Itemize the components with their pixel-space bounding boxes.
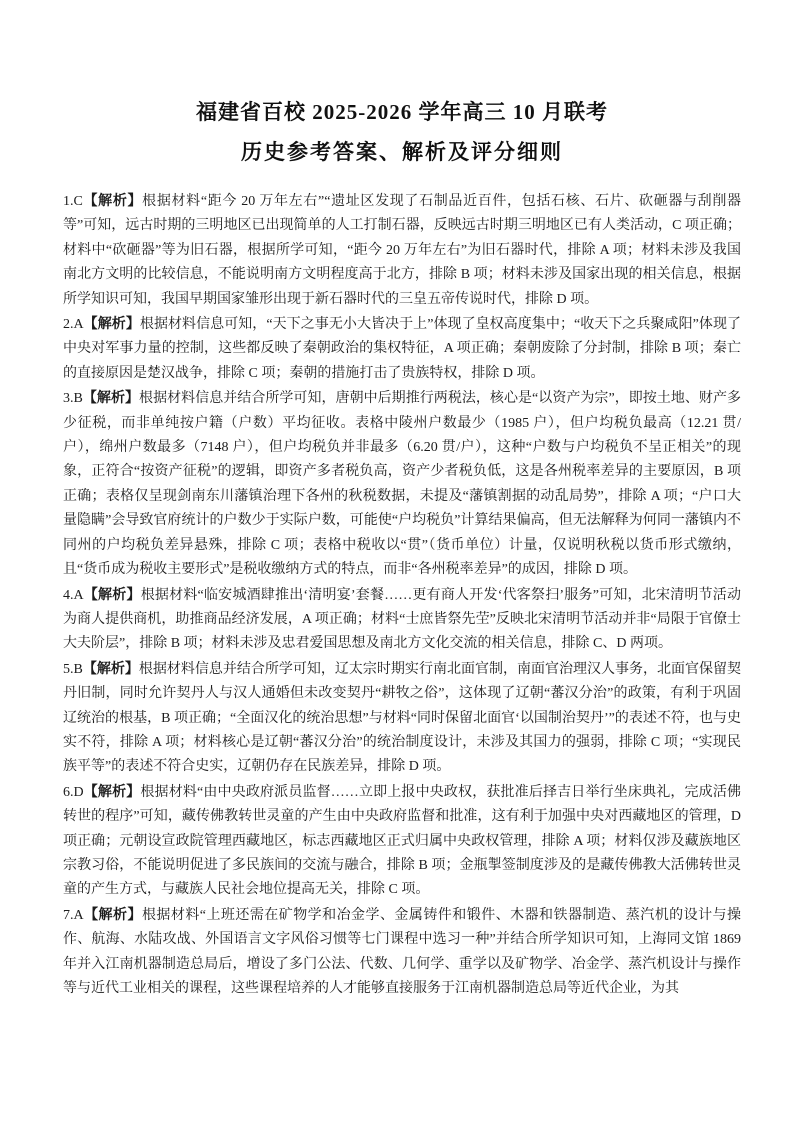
answer-item-2 xyxy=(63,313,741,386)
answer-number: 2.A xyxy=(63,317,84,333)
title-block xyxy=(63,92,741,172)
analysis-label: 【解析】 xyxy=(82,194,143,209)
analysis-text: 根据材料信息并结合所学可知，唐朝中后期推行两税法，核心是“以资产为宗”，即按土地、财产多少征税，而非单纯按户籍（户数）平均征收。表格中陵州户数最少（1985 户），但户均税负最高（12.21 贯/户），绵州户数最多（7148 户），但户均税负并非最多（6.20 贯/户），这种“户数与户均税负不呈正相关”的现象，正符合“按资产征税”的逻辑，即资产多者税负高，资产少者税负低，这是各州税率差异的主要原因，B 项正确；表格仅呈现剑南东川藩镇治理下各州的秋税数据，未提及“藩镇割据的动乱局势”，排除 A 项；“户口大量隐瞒”会导致官府统计的户数少于实际户数，可能使“户均税负”计算结果偏高，但无法解释为何同一藩镇内不同州的户均税负差异悬殊，排除 C 项；表格中税收以“贯”（货币单位）计量，仅说明秋税以货币形式缴纳，且“货币成为税收主要形式”是税收缴纳方式的特点，而非“各州税率差异”的成因，排除 D 项。 xyxy=(63,391,741,578)
analysis-label: 【解析】 xyxy=(82,391,140,407)
answer-item-7 xyxy=(63,904,741,1002)
analysis-text: 根据材料信息可知，“天下之事无小大皆决于上”体现了皇权高度集中；“收天下之兵聚咸阳”体现了中央对军事力量的控制，这些都反映了秦朝政治的集权特征，A 项正确；秦朝废除了分封制，排除 B 项；秦亡的直接原因是楚汉战争，排除 C 项；秦朝的措施打击了贵族特权，排除 D 项。 xyxy=(63,317,741,381)
analysis-label: 【解析】 xyxy=(82,661,139,677)
analysis-label: 【解析】 xyxy=(83,317,140,333)
answer-number: 3.B xyxy=(63,391,83,407)
answer-number: 7.A xyxy=(63,907,84,923)
answer-item-4 xyxy=(63,584,741,657)
analysis-text: 根据材料“距今 20 万年左右”“遗址区发现了石制品近百件，包括石核、石片、砍砸器与刮削器等”可知，远古时期的三明地区已出现简单的人工打制石器，反映远古时期三明地区已有人类活动，C 项正确；材料中“砍砸器”等为旧石器，根据所学可知，“距今 20 万年左右”为旧石器时代，排除 A 项；材料未涉及我国南北方文明的比较信息，不能说明南方文明程度高于北方，排除 B 项；材料未涉及国家出现的相关信息，根据所学知识可知，我国早期国家雏形出现于新石器时代的三皇五帝传说时代，排除 D 项。 xyxy=(63,194,742,307)
analysis-label: 【解析】 xyxy=(83,784,141,800)
analysis-text: 根据材料“由中央政府派员监督……立即上报中央政权，获批准后择吉日举行坐床典礼，完成活佛转世的程序”可知，藏传佛教转世灵童的产生由中央政府监督和批准，这有利于加强中央对西藏地区的管理，D 项正确；元朝设宣政院管理西藏地区，标志西藏地区正式归属中央政权管理，排除 A 项；材料仅涉及藏族地区宗教习俗，不能说明促进了多民族间的交流与融合，排除 B 项；金瓶掣签制度涉及的是藏传佛教大活佛转世灵童的产生方式，与藏族人民社会地位提高无关，排除 C 项。 xyxy=(63,784,741,898)
analysis-text: 根据材料信息并结合所学可知，辽太宗时期实行南北面官制，南面官治理汉人事务，北面官保留契丹旧制，同时允许契丹人与汉人通婚但未改变契丹“耕牧之俗”，这体现了辽朝“蕃汉分治”的政策，有利于巩固辽统治的根基，B 项正确；“全面汉化的统治思想”与材料“同时保留北面官‘以国制治契丹’”的表述不符，也与史实不符，排除 A 项；材料核心是辽朝“蕃汉分治”的统治制度设计，未涉及其国力的强弱，排除 C 项；“实现民族平等”的表述不符合史实，辽朝仍存在民族差异，排除 D 项。 xyxy=(63,661,742,775)
answer-item-3 xyxy=(63,387,741,582)
answer-number: 1.C xyxy=(63,194,83,209)
answer-item-6 xyxy=(63,781,741,903)
document-title: 福建省百校 2025-2026 学年高三 10 月联考 xyxy=(196,100,608,124)
document-subtitle: 历史参考答案、解析及评分细则 xyxy=(241,140,563,164)
answer-number: 5.B xyxy=(63,661,83,677)
answer-number: 4.A xyxy=(63,587,84,603)
answer-item-1 xyxy=(63,190,741,312)
answer-item-5 xyxy=(63,658,741,780)
analysis-label: 【解析】 xyxy=(83,587,141,603)
analysis-label: 【解析】 xyxy=(83,907,142,923)
answers-section xyxy=(63,190,741,1001)
analysis-text: 根据材料“上班还需在矿物学和冶金学、金属铸件和锻件、木器和铁器制造、蒸汽机的设计与操作、航海、水陆攻战、外国语言文字风俗习惯等七门课程中选习一种”并结合所学知识可知，上海同文馆 1869 年并入江南机器制造总局后，增设了多门公法、代数、几何学、重学以及矿物学、冶金学、蒸汽机设计与操作等与近代工业相关的课程，这些课程培养的人才能够直接服务于江南机器制造总局等近代企业，为其 xyxy=(63,907,742,996)
analysis-text: 根据材料“临安城酒肆推出‘清明宴’套餐……更有商人开发‘代客祭扫’服务”可知，北宋清明节活动为商人提供商机，助推商品经济发展，A 项正确；材料“士庶皆祭先茔”反映北宋清明节活动并非“局限于官僚士大夫阶层”，排除 B 项；材料未涉及忠君爱国思想及南北方文化交流的相关信息，排除 C、D 两项。 xyxy=(63,587,742,652)
answer-number: 6.D xyxy=(63,784,84,800)
